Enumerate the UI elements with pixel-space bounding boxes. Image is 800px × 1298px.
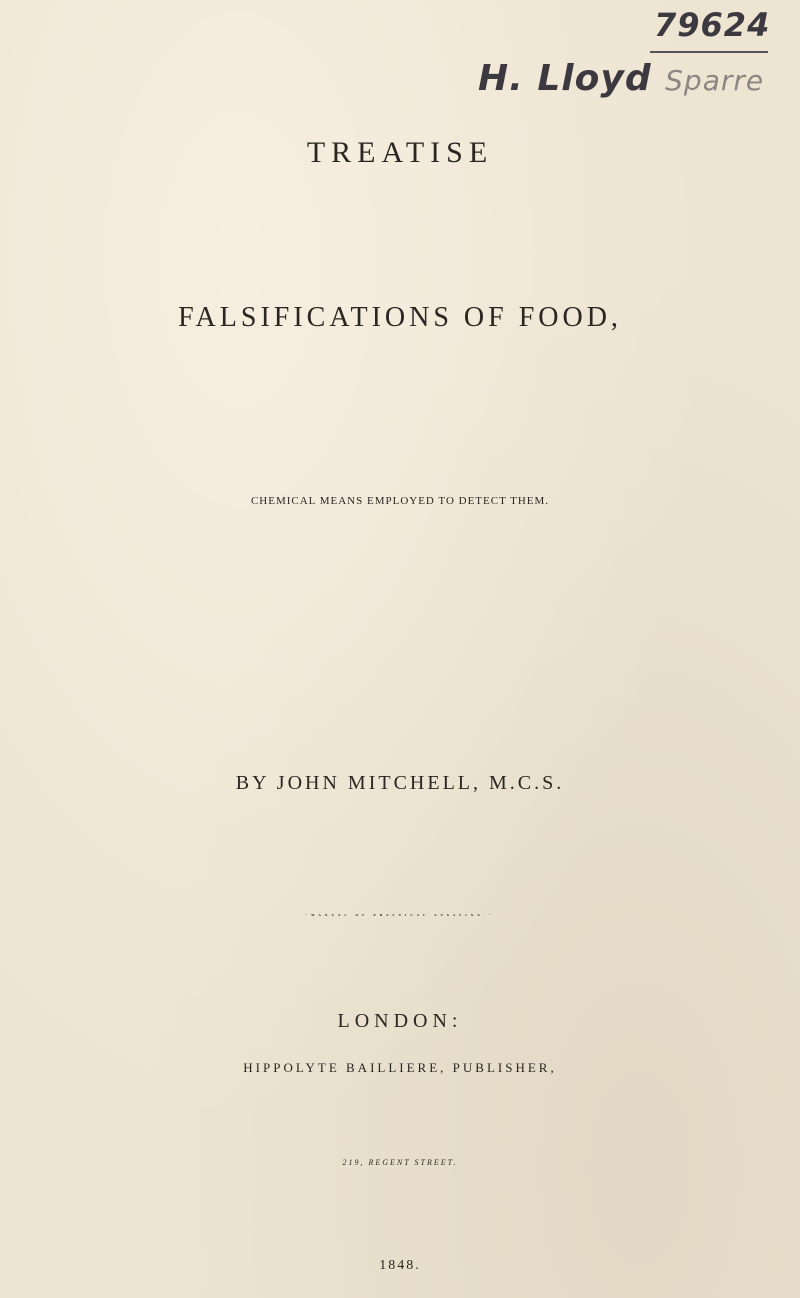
accession-underline: [650, 51, 768, 53]
owner-signature: [478, 58, 764, 99]
publisher-name: HIPPOLYTE BAILLIERE, PUBLISHER,: [243, 1060, 557, 1075]
book-title: TREATISE: [306, 136, 494, 169]
author-line: BY JOHN MITCHELL, M.C.S.: [235, 772, 565, 794]
publisher-address: 219, REGENT STREET.: [342, 1158, 458, 1167]
previous-work-title: “MANUAL OF PRACTICAL ASSAYING.”: [305, 913, 495, 917]
accession-number: 79624: [654, 6, 771, 44]
main-title: FALSIFICATIONS OF FOOD,: [178, 302, 622, 333]
imprint-city: LONDON:: [337, 1010, 463, 1032]
publication-year: 1848.: [379, 1258, 421, 1273]
library-stamp: Sparre: [665, 64, 765, 97]
subtitle: CHEMICAL MEANS EMPLOYED TO DETECT THEM.: [250, 495, 550, 507]
owner-name: H. Lloyd: [478, 58, 652, 99]
